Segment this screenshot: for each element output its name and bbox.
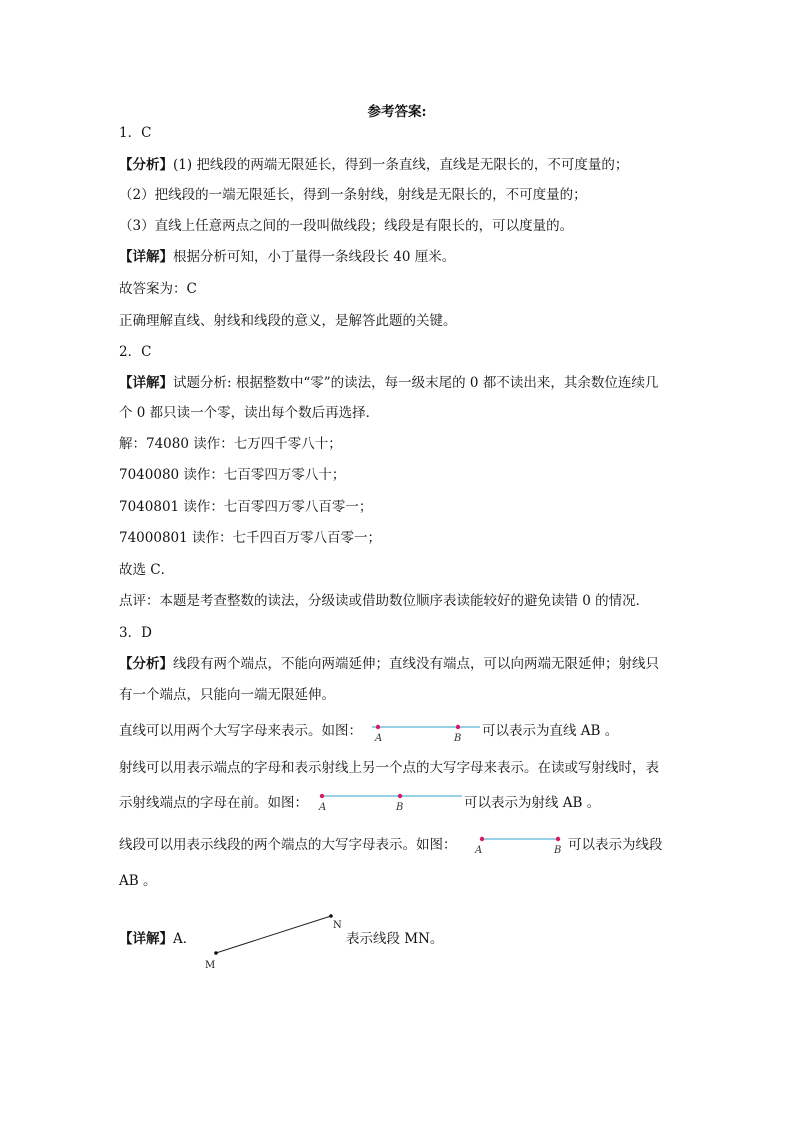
q3-detail-b: 表示线段 MN。	[346, 931, 444, 947]
q1-detail-line	[119, 248, 455, 266]
q2-detail-text: 试题分析: 根据整数中“零”的读法，每一级末尾的 0 都不读出来，其余数位连续几	[173, 375, 659, 391]
q3-ray-text-2a: 示射线端点的字母在前。如图：	[119, 795, 308, 811]
q1-analysis-2: （2）把线段的一端无限延长，得到一条射线，射线是无限长的，不可度量的；	[119, 187, 587, 203]
q2-answer: 故选 C．	[119, 562, 175, 578]
q2-line-2: 7040080 读作：七百零四万零八十；	[119, 467, 346, 483]
point-n	[329, 914, 333, 918]
detail-tag: 【详解】	[119, 375, 173, 391]
analysis-tag: 【分析】	[119, 656, 173, 672]
q3-seg-text-c: AB 。	[119, 873, 157, 889]
segment-mn-figure	[200, 908, 350, 972]
straight-line-figure	[370, 718, 482, 744]
ray-figure	[318, 788, 464, 814]
point-a	[376, 725, 380, 729]
q2-line-1: 解：74080 读作：七万四千零八十；	[119, 436, 342, 452]
q1-number: 1．C	[119, 125, 152, 141]
label-a: A	[319, 802, 327, 813]
label-b: B	[554, 845, 562, 856]
q3-ray-text-1: 射线可以用表示端点的字母和表示射线上另一个点的大写字母来表示。在读或写射线时，表	[119, 760, 659, 776]
q2-detail-line	[119, 374, 658, 392]
q2-detail-2: 个 0 都只读一个零，读出每个数后再选择．	[119, 405, 380, 421]
label-m: M	[205, 960, 216, 971]
q3-analysis-text: 线段有两个端点，不能向两端延伸；直线没有端点，可以向两端无限延伸；射线只	[173, 656, 659, 672]
detail-tag: 【详解】	[119, 931, 173, 947]
q1-answer: 故答案为：C	[119, 281, 197, 297]
q3-detail-line	[119, 930, 196, 948]
q3-ray-text-2b: 可以表示为射线 AB 。	[464, 795, 601, 811]
point-a	[480, 837, 484, 841]
segment-figure	[474, 832, 564, 858]
q3-detail-a: A．	[173, 931, 197, 947]
q1-detail-text: 根据分析可知，小丁量得一条线段长 40 厘米。	[173, 249, 456, 265]
page-title: 参考答案:	[367, 104, 427, 120]
q3-seg-text-b: 可以表示为线段	[568, 837, 663, 853]
label-b: B	[454, 733, 462, 744]
q2-number: 2．C	[119, 344, 152, 360]
q3-analysis-line	[119, 655, 659, 673]
q1-analysis-text: (1) 把线段的两端无限延长，得到一条直线，直线是无限长的，不可度量的；	[173, 157, 629, 173]
label-a: A	[375, 733, 383, 744]
point-b	[398, 794, 402, 798]
q2-line-4: 74000801 读作：七千四百万零八百零一；	[119, 530, 382, 546]
q3-analysis-2: 有一个端点，只能向一端无限延伸。	[119, 687, 335, 703]
label-a: A	[475, 845, 483, 856]
q2-line-3: 7040801 读作：七百零四万零八百零一；	[119, 499, 373, 515]
q3-number: 3．D	[119, 625, 152, 641]
point-m	[214, 951, 218, 955]
q1-analysis-3: （3）直线上任意两点之间的一段叫做线段；线段是有限长的，可以度量的。	[119, 218, 574, 234]
q3-line-text-b: 可以表示为直线 AB 。	[482, 723, 619, 739]
segment-mn	[216, 916, 331, 953]
label-n: N	[333, 920, 342, 931]
point-a	[320, 794, 324, 798]
detail-tag: 【详解】	[119, 249, 173, 265]
q1-note: 正确理解直线、射线和线段的意义，是解答此题的关键。	[119, 313, 457, 329]
q3-line-text-a: 直线可以用两个大写字母来表示。如图：	[119, 723, 362, 739]
q2-comment: 点评：本题是考查整数的读法，分级读或借助数位顺序表读能较好的避免读错 0 的情况．	[119, 593, 650, 609]
label-b: B	[396, 802, 404, 813]
q3-seg-text-a: 线段可以用表示线段的两个端点的大写字母表示。如图：	[119, 837, 457, 853]
analysis-tag: 【分析】	[119, 157, 173, 173]
point-b	[456, 725, 460, 729]
q1-analysis-line	[119, 156, 628, 174]
point-b	[556, 837, 560, 841]
